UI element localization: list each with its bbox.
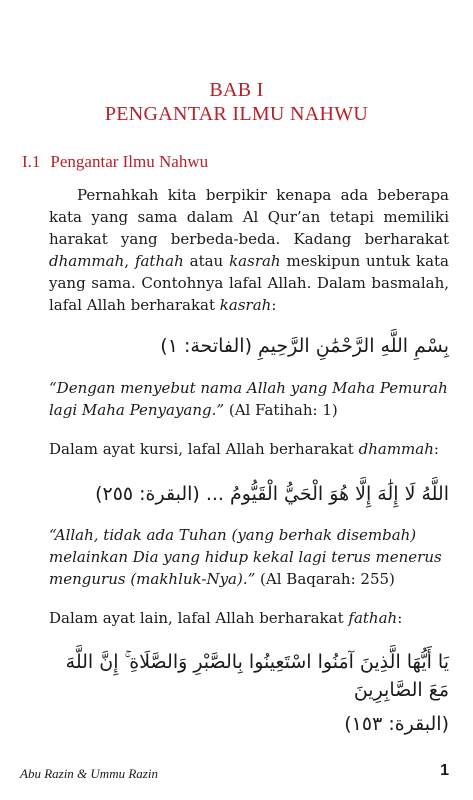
translation-ayat-kursi-text: “Allah, tidak ada Tuhan (yang berhak disembah) melainkan Dia yang hidup kekal lagi terus menerus mengurus (makhluk-Nya).” xyxy=(49,526,442,588)
paragraph-fathah xyxy=(49,607,449,629)
arabic-verse-basmalah: بِسْمِ اللَّهِ الرَّحْمَٰنِ الرَّحِيمِ (الفاتحة: ١) xyxy=(160,335,449,357)
page-number: 1 xyxy=(440,762,449,779)
chapter-heading xyxy=(0,78,473,126)
section-number: I.1 xyxy=(22,152,41,171)
intro-paragraph xyxy=(49,184,449,316)
arabic-verse-line-1: يَا أَيُّهَا الَّذِينَ آمَنُوا اسْتَعِينُوا بِالصَّبْرِ وَالصَّلَاةِ ۚ إِنَّ اللَّهَ مَعَ الصَّابِرِينَ xyxy=(65,651,449,701)
arabic-verse-ayat-kursi: اللَّهُ لَا إِلَٰهَ إِلَّا هُوَ الْحَيُّ الْقَيُّومُ ... (البقرة: ٢٥٥) xyxy=(95,483,449,505)
term-fathah: fathah xyxy=(134,252,184,270)
intro-text-4: meskipun untuk kata yang sama. Contohnya lafal Allah. Dalam basmalah, lafal Allah berharakat xyxy=(49,252,449,314)
translation-basmalah xyxy=(49,377,449,421)
paragraph-ayat-kursi-text: Dalam ayat kursi, lafal Allah berharakat xyxy=(49,440,359,458)
section-heading xyxy=(22,152,208,172)
term-fathah-2: fathah xyxy=(348,609,398,627)
arabic-verse-line-2: (البقرة: ١٥٣) xyxy=(344,713,449,735)
term-kasrah-2: kasrah xyxy=(219,296,272,314)
term-dhammah: dhammah xyxy=(49,252,125,270)
paragraph-fathah-end: : xyxy=(397,609,403,627)
paragraph-ayat-kursi-end: : xyxy=(433,440,439,458)
paragraph-ayat-kursi xyxy=(49,438,449,460)
translation-ayat-kursi-source: (Al Baqarah: 255) xyxy=(255,570,395,588)
translation-ayat-kursi xyxy=(49,524,449,590)
intro-text-1: Pernahkah kita berpikir kenapa ada beberapa kata yang sama dalam Al Qur’an tetapi memiliki harakat yang berbeda-beda. Kadang berharakat xyxy=(49,186,449,248)
arabic-verse-al-baqarah-153 xyxy=(49,648,449,738)
translation-basmalah-source: (Al Fatihah: 1) xyxy=(224,401,338,419)
term-kasrah: kasrah xyxy=(229,252,281,270)
translation-basmalah-text: “Dengan menyebut nama Allah yang Maha Pemurah lagi Maha Penyayang.” xyxy=(49,379,448,419)
term-dhammah-2: dhammah xyxy=(358,440,434,458)
intro-text-3: atau xyxy=(183,252,230,270)
paragraph-fathah-text: Dalam ayat lain, lafal Allah berharakat xyxy=(49,609,349,627)
intro-text-5: : xyxy=(271,296,277,314)
chapter-title: PENGANTAR ILMU NAHWU xyxy=(104,103,369,125)
chapter-label: BAB I xyxy=(209,79,264,101)
intro-text-2: , xyxy=(124,252,135,270)
footer-author: Abu Razin & Ummu Razin xyxy=(20,766,158,781)
section-title: Pengantar Ilmu Nahwu xyxy=(50,152,209,171)
